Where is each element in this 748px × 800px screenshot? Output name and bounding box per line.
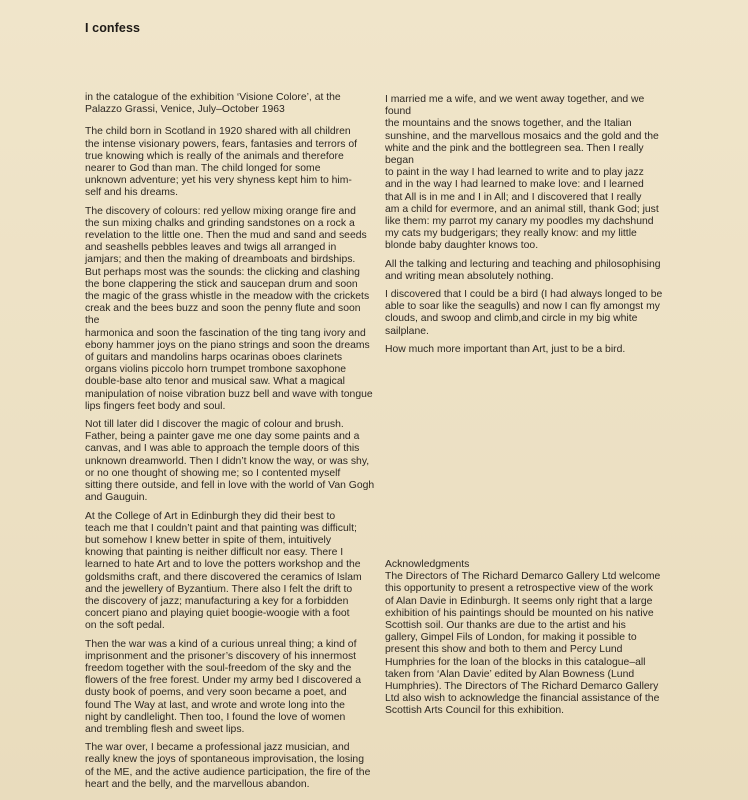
acknowledgments-text: The Directors of The Richard Demarco Gallery Ltd welcome this opportunity to present a retrospective view of the work of Alan Davie in Edinburgh. It seems only right that a large exhibition of his paintings should be mounted on his native Scottish soil. Our thanks are due to the artist and his gallery, Gimpel Fils of London, for making it possible to present this show and both to them and Percy Lund Humphries for the loan of the blocks in this catalogue–all taken from ‘Alan Davie’ edited by Alan Bowness (Lund Humphries). The Directors of The Richard Demarco Gallery Ltd also wish to acknowledge the financial assistance of the Scottish Arts Council for this exhibition. xyxy=(385,571,661,717)
paragraph: The discovery of colours: red yellow mixing orange fire and the sun mixing chalks and grinding sandstones on a rock a revelation to the little one. Then the mud and sand and seeds and seashells pebbles leaves and twigs all arranged in jamjars; and then the making of dreamboats and birdships. But perhaps most was the sounds: the clicking and clashing the bone clappering the stick and saucepan drum and soon the magic of the grass whistle in the meadow with the crickets creak and the bees buzz and soon the penny flute and soon the harmonica and soon the fascination of the ting tang ivory and ebony hammer joys on the piano strings and soon the dreams of guitars and mandolins harps ocarinas oboes clarinets organs violins piccolo horn trumpet trombone saxophone double-base alto tenor and musical saw. What a magical manipulation of noise vibration buzz bell and wave with tongue lips fingers feet body and soul. xyxy=(85,205,373,412)
left-column xyxy=(85,92,377,797)
acknowledgments-section xyxy=(385,559,667,718)
paragraph: All the talking and lecturing and teaching and philosophising and writing mean absolutely nothing. xyxy=(385,258,661,282)
right-column xyxy=(385,94,665,362)
paragraph: How much more important than Art, just to be a bird. xyxy=(385,343,626,355)
paragraph: I discovered that I could be a bird (I had always longed to be able to soar like the seagulls) and now I can fly amongst my clouds, and swoop and climb,and circle in my big white sailplane. xyxy=(385,289,663,337)
paragraph: Not till later did I discover the magic of colour and brush. Father, being a painter gave me one day some paints and a canvas, and I was able to approach the temple doors of this unknown dreamworld. Then I didn’t know the way, or was shy, or no one thought of showing me; so I contented myself sitting there outside, and fell in love with the world of Van Gogh and Gauguin. xyxy=(85,419,375,504)
page-heading: I confess xyxy=(85,21,141,35)
intro-text: in the catalogue of the exhibition ‘Visione Colore’, at the Palazzo Grassi, Venice, July–October 1963 xyxy=(85,92,341,116)
paragraph: The child born in Scotland in 1920 shared with all children the intense visionary powers, fears, fantasies and terrors of true knowing which is really of the animals and therefore nearer to God than man. The child longed for some unknown adventure; yet his very shyness kept him to him- self and his dreams. xyxy=(85,126,358,199)
paragraph: I married me a wife, and we went away together, and we found the mountains and the snows together, and the Italian sunshine, and the marvellous mosaics and the gold and the white and the pink and the bottlegreen sea. Then I really began to paint in the way I had learned to write and to play jazz and in the way I had learned to make love: and I learned that All is in me and I in All; and I discovered that I really am a child for evermore, and an animal still, thank God; just like them: my parrot my canary my poodles my dachshund my cats my budgerigars; they really know: and my little blonde baby daughter knows too. xyxy=(385,94,659,252)
acknowledgments-title: Acknowledgments xyxy=(385,559,470,570)
paragraph: Then the war was a kind of a curious unreal thing; a kind of imprisonment and the prisoner’s discovery of his innermost freedom together with the soul-freedom of the sky and the flowers of the free forest. Under my army bed I discovered a dusty book of poems, and very soon became a poet, and found The Way at last, and wrote and wrote long into the night by candlelight. Then too, I found the love of women and trembling flesh and sweet lips. xyxy=(85,638,362,735)
paragraph: The war over, I became a professional jazz musician, and really knew the joys of spontaneous improvisation, the losing of the ME, and the active audience participation, the fire of the heart and the belly, and the marvellous abandon. xyxy=(85,742,371,790)
paragraph: At the College of Art in Edinburgh they did their best to teach me that I couldn’t paint and that painting was difficult; but somehow I knew better in spite of them, intuitively knowing that painting is neither difficult nor easy. There I learned to hate Art and to love the potters workshop and the goldsmiths craft, and there discovered the ceramics of Islam and the jewellery of Byzantium. There also I felt the drift to the discovery of jazz; manufacturing a key for a forbidden concert piano and playing quiet boogie-woogie with a foot on the soft pedal. xyxy=(85,510,362,632)
